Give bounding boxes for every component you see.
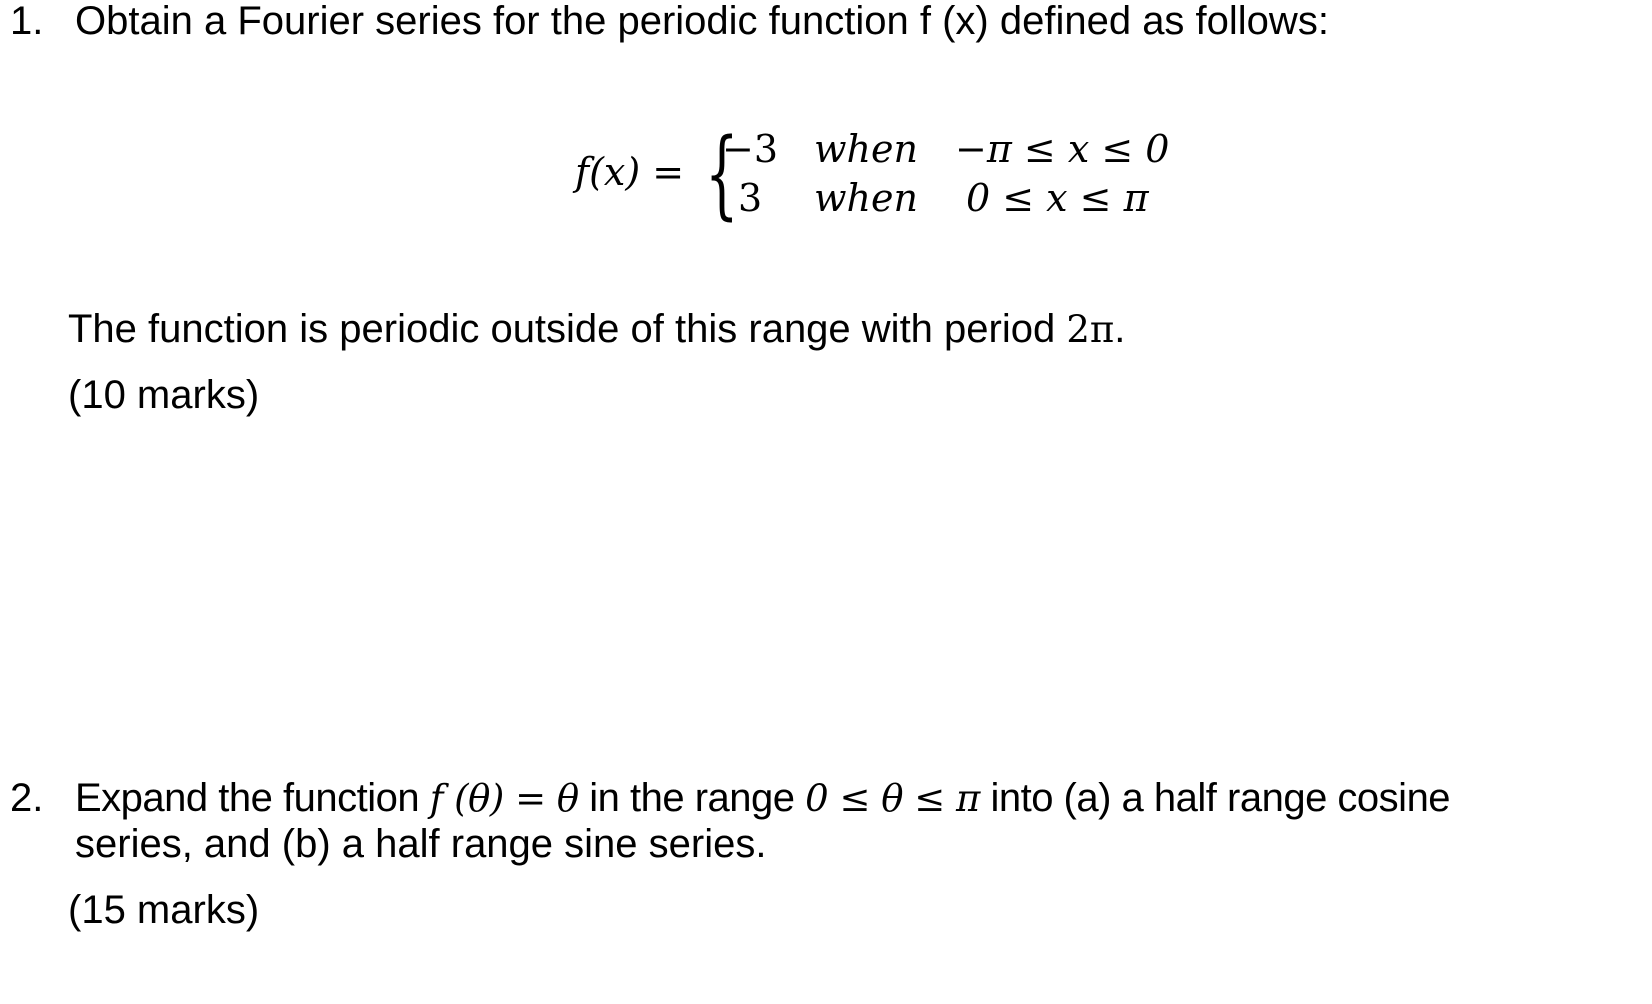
question-1-note-end: .: [1114, 307, 1126, 351]
question-1-note: [68, 306, 1125, 353]
question-2-theta: θ: [556, 777, 579, 820]
question-1-note-text: The function is periodic outside of this range with period: [68, 307, 1067, 351]
question-2-line-2: series, and (b) a half range sine series.: [75, 822, 767, 866]
question-2-function: f (θ): [429, 777, 504, 820]
question-2-range: 0 ≤ θ ≤ π: [805, 777, 980, 820]
case-2-condition: 0 ≤ x ≤ π: [966, 176, 1149, 220]
question-2-text-b: in the range: [578, 776, 806, 820]
case-2-word: when: [814, 176, 918, 220]
question-2-equals: =: [503, 777, 557, 820]
case-2-value: 3: [738, 176, 763, 220]
question-1-marks: (10 marks): [68, 373, 260, 417]
question-2-text-a: Expand the function: [75, 776, 430, 820]
question-1-prompt: Obtain a Fourier series for the periodic function f (x) defined as follows:: [75, 0, 1329, 43]
formula-lhs: f(x) =: [575, 150, 685, 194]
question-2-number: 2.: [10, 776, 44, 820]
question-2-marks: (15 marks): [68, 888, 260, 932]
question-1-period: 2π: [1066, 308, 1115, 351]
case-1-value: −3: [722, 127, 779, 171]
case-1-condition: −π ≤ x ≤ 0: [955, 127, 1170, 171]
case-1-word: when: [814, 127, 918, 171]
question-2-text-c: into (a) a half range cosine: [979, 776, 1451, 820]
question-1-number: 1.: [10, 0, 44, 43]
question-2-line-1: [75, 775, 1450, 822]
formula-brace: {: [705, 118, 739, 230]
